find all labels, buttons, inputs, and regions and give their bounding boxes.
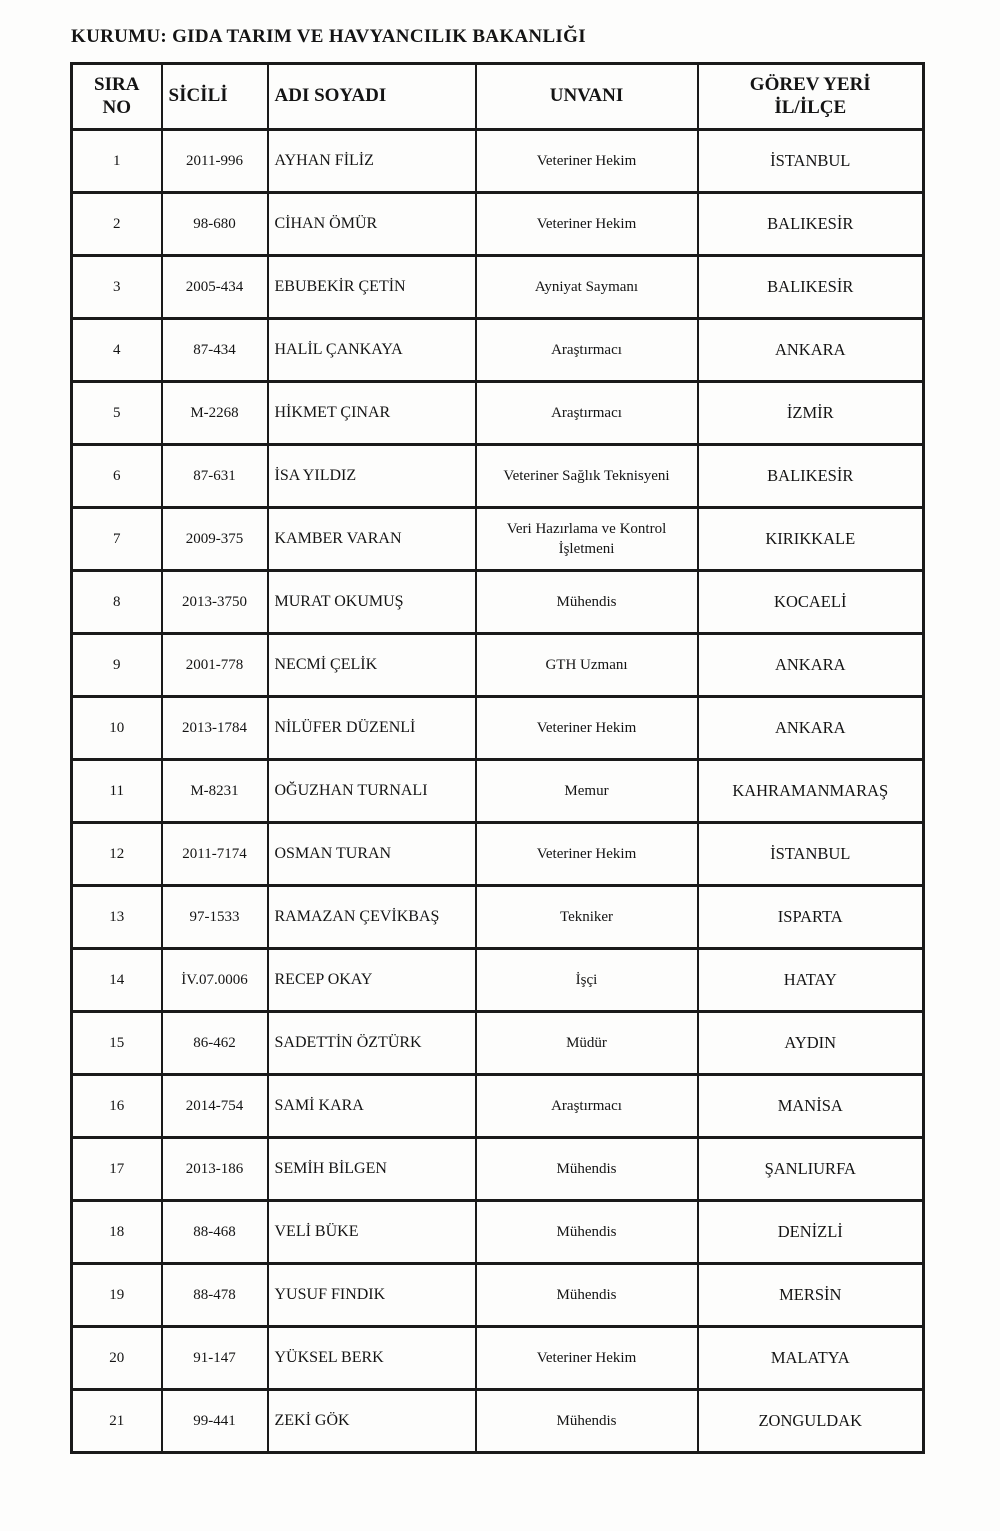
cell-gorev-yeri: BALIKESİR — [698, 193, 924, 256]
cell-unvani: Mühendis — [476, 1201, 698, 1264]
table-row — [72, 1138, 924, 1201]
cell-sicili: 87-631 — [162, 445, 268, 508]
cell-sicili: M-8231 — [162, 760, 268, 823]
column-header-sicili: SİCİLİ — [162, 64, 268, 130]
table-row — [72, 1390, 924, 1453]
table-row — [72, 949, 924, 1012]
cell-adi-soyadi: SEMİH BİLGEN — [268, 1138, 476, 1201]
cell-gorev-yeri: ANKARA — [698, 697, 924, 760]
cell-sira-no: 15 — [72, 1012, 162, 1075]
cell-adi-soyadi: OĞUZHAN TURNALI — [268, 760, 476, 823]
cell-sicili: 2013-1784 — [162, 697, 268, 760]
cell-gorev-yeri: DENİZLİ — [698, 1201, 924, 1264]
cell-gorev-yeri: ŞANLIURFA — [698, 1138, 924, 1201]
cell-gorev-yeri: AYDIN — [698, 1012, 924, 1075]
personnel-table — [70, 62, 925, 1454]
cell-sicili: 99-441 — [162, 1390, 268, 1453]
table-row — [72, 256, 924, 319]
cell-adi-soyadi: RAMAZAN ÇEVİKBAŞ — [268, 886, 476, 949]
cell-unvani: Araştırmacı — [476, 382, 698, 445]
cell-sira-no: 20 — [72, 1327, 162, 1390]
table-row — [72, 193, 924, 256]
table-row — [72, 1201, 924, 1264]
cell-sira-no: 19 — [72, 1264, 162, 1327]
cell-sicili: M-2268 — [162, 382, 268, 445]
cell-sira-no: 18 — [72, 1201, 162, 1264]
cell-adi-soyadi: SAMİ KARA — [268, 1075, 476, 1138]
cell-adi-soyadi: NİLÜFER DÜZENLİ — [268, 697, 476, 760]
cell-sira-no: 6 — [72, 445, 162, 508]
cell-sira-no: 4 — [72, 319, 162, 382]
cell-adi-soyadi: YUSUF FINDIK — [268, 1264, 476, 1327]
cell-adi-soyadi: OSMAN TURAN — [268, 823, 476, 886]
cell-unvani: Veteriner Hekim — [476, 823, 698, 886]
table-row — [72, 508, 924, 571]
cell-gorev-yeri: HATAY — [698, 949, 924, 1012]
cell-sicili: 2013-3750 — [162, 571, 268, 634]
cell-gorev-yeri: KIRIKKALE — [698, 508, 924, 571]
cell-gorev-yeri: ANKARA — [698, 634, 924, 697]
cell-adi-soyadi: RECEP OKAY — [268, 949, 476, 1012]
table-row — [72, 697, 924, 760]
cell-adi-soyadi: HALİL ÇANKAYA — [268, 319, 476, 382]
cell-unvani: Ayniyat Saymanı — [476, 256, 698, 319]
cell-adi-soyadi: AYHAN FİLİZ — [268, 130, 476, 193]
column-header-sira-line1: SIRA — [94, 73, 140, 95]
cell-adi-soyadi: EBUBEKİR ÇETİN — [268, 256, 476, 319]
cell-unvani: Veri Hazırlama ve Kontrol İşletmeni — [476, 508, 698, 571]
cell-sira-no: 14 — [72, 949, 162, 1012]
cell-gorev-yeri: KOCAELİ — [698, 571, 924, 634]
table-row — [72, 1264, 924, 1327]
page-title: KURUMU: GIDA TARIM VE HAVYANCILIK BAKANLIĞI — [71, 26, 586, 47]
column-header-sira-line2: NO — [102, 96, 131, 118]
column-header-adi-soyadi: ADI SOYADI — [268, 64, 476, 130]
cell-sira-no: 7 — [72, 508, 162, 571]
table-row — [72, 823, 924, 886]
cell-sicili: 2001-778 — [162, 634, 268, 697]
table-row — [72, 1075, 924, 1138]
cell-adi-soyadi: CİHAN ÖMÜR — [268, 193, 476, 256]
cell-sira-no: 12 — [72, 823, 162, 886]
cell-adi-soyadi: KAMBER VARAN — [268, 508, 476, 571]
cell-gorev-yeri: MALATYA — [698, 1327, 924, 1390]
table-row — [72, 760, 924, 823]
table-row — [72, 130, 924, 193]
cell-adi-soyadi: NECMİ ÇELİK — [268, 634, 476, 697]
cell-sicili: 2013-186 — [162, 1138, 268, 1201]
cell-unvani: Tekniker — [476, 886, 698, 949]
table-row — [72, 382, 924, 445]
table-row — [72, 1012, 924, 1075]
cell-gorev-yeri: MERSİN — [698, 1264, 924, 1327]
cell-adi-soyadi: HİKMET ÇINAR — [268, 382, 476, 445]
table-header-row — [72, 64, 924, 130]
cell-gorev-yeri: ANKARA — [698, 319, 924, 382]
cell-sicili: 87-434 — [162, 319, 268, 382]
cell-sira-no: 9 — [72, 634, 162, 697]
cell-sicili: 98-680 — [162, 193, 268, 256]
cell-unvani: Mühendis — [476, 1264, 698, 1327]
column-header-gorev-yeri — [698, 64, 924, 130]
cell-unvani: Veteriner Hekim — [476, 697, 698, 760]
table-body — [72, 130, 924, 1453]
cell-gorev-yeri: MANİSA — [698, 1075, 924, 1138]
column-header-gorev-line2: İL/İLÇE — [774, 96, 847, 118]
cell-unvani: Mühendis — [476, 1390, 698, 1453]
table-row — [72, 571, 924, 634]
table-row — [72, 886, 924, 949]
cell-adi-soyadi: SADETTİN ÖZTÜRK — [268, 1012, 476, 1075]
cell-sicili: 91-147 — [162, 1327, 268, 1390]
cell-sicili: 88-468 — [162, 1201, 268, 1264]
cell-sira-no: 10 — [72, 697, 162, 760]
cell-unvani: Mühendis — [476, 1138, 698, 1201]
cell-gorev-yeri: ZONGULDAK — [698, 1390, 924, 1453]
cell-adi-soyadi: İSA YILDIZ — [268, 445, 476, 508]
cell-sicili: 88-478 — [162, 1264, 268, 1327]
table-row — [72, 1327, 924, 1390]
cell-unvani: Veteriner Hekim — [476, 130, 698, 193]
cell-unvani: Memur — [476, 760, 698, 823]
cell-adi-soyadi: ZEKİ GÖK — [268, 1390, 476, 1453]
cell-gorev-yeri: İSTANBUL — [698, 130, 924, 193]
cell-sira-no: 3 — [72, 256, 162, 319]
cell-gorev-yeri: BALIKESİR — [698, 256, 924, 319]
cell-sicili: İV.07.0006 — [162, 949, 268, 1012]
cell-unvani: Veteriner Hekim — [476, 193, 698, 256]
cell-sira-no: 17 — [72, 1138, 162, 1201]
column-header-gorev-line1: GÖREV YERİ — [749, 73, 871, 95]
cell-sira-no: 21 — [72, 1390, 162, 1453]
cell-sira-no: 1 — [72, 130, 162, 193]
cell-adi-soyadi: VELİ BÜKE — [268, 1201, 476, 1264]
column-header-sira-no — [72, 64, 162, 130]
cell-sira-no: 16 — [72, 1075, 162, 1138]
cell-adi-soyadi: YÜKSEL BERK — [268, 1327, 476, 1390]
cell-sira-no: 2 — [72, 193, 162, 256]
cell-sicili: 86-462 — [162, 1012, 268, 1075]
cell-unvani: Veteriner Hekim — [476, 1327, 698, 1390]
table-row — [72, 634, 924, 697]
cell-gorev-yeri: İZMİR — [698, 382, 924, 445]
cell-sicili: 2005-434 — [162, 256, 268, 319]
cell-gorev-yeri: KAHRAMANMARAŞ — [698, 760, 924, 823]
cell-sicili: 2009-375 — [162, 508, 268, 571]
cell-sicili: 2014-754 — [162, 1075, 268, 1138]
cell-unvani: Müdür — [476, 1012, 698, 1075]
cell-unvani: Veteriner Sağlık Teknisyeni — [476, 445, 698, 508]
cell-adi-soyadi: MURAT OKUMUŞ — [268, 571, 476, 634]
cell-sira-no: 13 — [72, 886, 162, 949]
cell-unvani: İşçi — [476, 949, 698, 1012]
cell-sira-no: 11 — [72, 760, 162, 823]
cell-unvani: Araştırmacı — [476, 319, 698, 382]
cell-gorev-yeri: İSTANBUL — [698, 823, 924, 886]
cell-sicili: 2011-7174 — [162, 823, 268, 886]
cell-sira-no: 5 — [72, 382, 162, 445]
cell-unvani: Mühendis — [476, 571, 698, 634]
cell-unvani: Araştırmacı — [476, 1075, 698, 1138]
table-row — [72, 319, 924, 382]
cell-sira-no: 8 — [72, 571, 162, 634]
cell-gorev-yeri: BALIKESİR — [698, 445, 924, 508]
cell-gorev-yeri: ISPARTA — [698, 886, 924, 949]
cell-sicili: 2011-996 — [162, 130, 268, 193]
table-row — [72, 445, 924, 508]
column-header-unvani: UNVANI — [476, 64, 698, 130]
cell-sicili: 97-1533 — [162, 886, 268, 949]
cell-unvani: GTH Uzmanı — [476, 634, 698, 697]
